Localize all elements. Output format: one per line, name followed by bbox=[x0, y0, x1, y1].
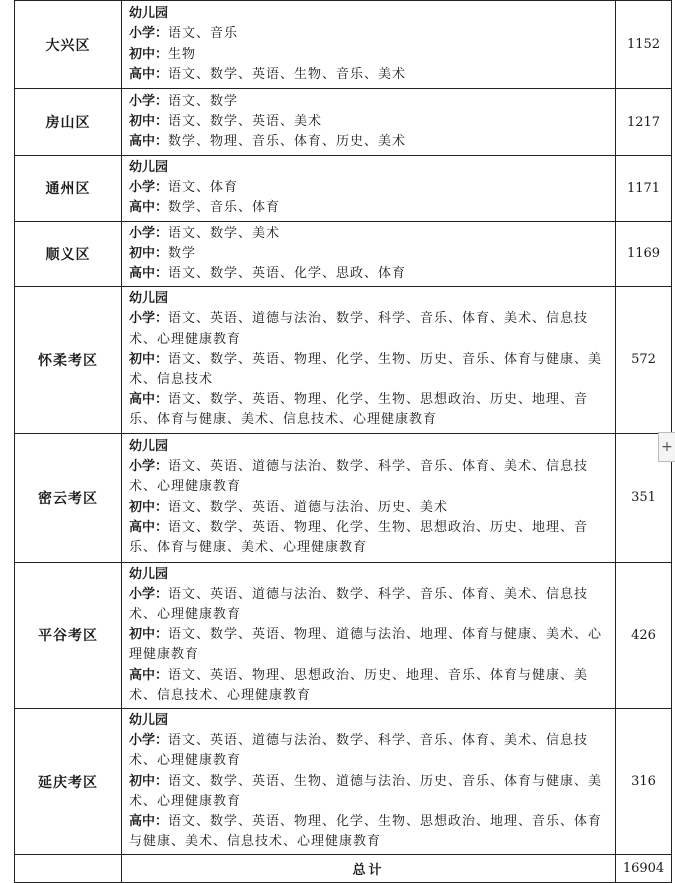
subject-list bbox=[122, 433, 616, 562]
school-level-line bbox=[129, 178, 611, 198]
school-level-label: 小学： bbox=[129, 93, 169, 109]
subject-text: 语文、英语、道德与法治、数学、科学、音乐、体育、美术、信息技术、心理健康教育 bbox=[129, 733, 589, 769]
school-level-line bbox=[129, 498, 611, 518]
school-level-line bbox=[129, 4, 611, 24]
school-level-label: 小学： bbox=[129, 311, 169, 327]
subject-text: 语文、数学、英语、物理、化学、生物、思想政治、地理、音乐、体育与健康、美术、信息技术、心理健康教育 bbox=[129, 814, 603, 850]
school-level-line bbox=[129, 350, 611, 390]
district-name: 密云考区 bbox=[15, 433, 122, 562]
school-level-label: 高中： bbox=[129, 392, 169, 408]
subject-text: 生物 bbox=[168, 46, 197, 62]
district-row bbox=[15, 709, 672, 855]
subject-text: 数学 bbox=[168, 245, 197, 261]
school-level-label: 幼儿园 bbox=[129, 439, 169, 455]
district-row bbox=[15, 287, 672, 433]
school-level-line bbox=[129, 65, 611, 85]
school-level-line bbox=[129, 224, 611, 244]
school-level-label: 高中： bbox=[129, 667, 169, 683]
district-row bbox=[15, 89, 672, 156]
position-count: 572 bbox=[616, 287, 672, 433]
subject-text: 语文、数学、英语、物理、化学、生物、思想政治、历史、地理、音乐、体育与健康、美术、信息技术、心理健康教育 bbox=[129, 392, 589, 428]
school-level-line bbox=[129, 772, 611, 812]
school-level-line bbox=[129, 585, 611, 625]
school-level-label: 小学： bbox=[129, 225, 169, 241]
district-row bbox=[15, 1, 672, 89]
school-level-label: 幼儿园 bbox=[129, 6, 169, 22]
school-level-line bbox=[129, 92, 611, 112]
school-level-line bbox=[129, 289, 611, 309]
school-level-label: 初中： bbox=[129, 499, 169, 515]
subject-text: 语文、数学、英语、道德与法治、历史、美术 bbox=[168, 499, 449, 515]
position-count: 1152 bbox=[616, 1, 672, 89]
expand-plus-button[interactable]: + bbox=[658, 432, 675, 462]
subject-text: 语文、数学 bbox=[168, 93, 239, 109]
school-level-line bbox=[129, 24, 611, 44]
school-level-line bbox=[129, 812, 611, 852]
subject-text: 语文、数学、英语、生物、音乐、美术 bbox=[168, 66, 407, 82]
position-count: 351 bbox=[616, 433, 672, 562]
district-name: 平谷考区 bbox=[15, 562, 122, 708]
subject-text: 语文、英语、道德与法治、数学、科学、音乐、体育、美术、信息技术、心理健康教育 bbox=[129, 459, 589, 495]
subject-text: 语文、数学、美术 bbox=[168, 225, 281, 241]
total-spacer bbox=[15, 855, 122, 883]
school-level-line bbox=[129, 666, 611, 706]
subject-text: 语文、数学、英语、化学、思政、体育 bbox=[168, 266, 407, 282]
district-row bbox=[15, 221, 672, 287]
district-row bbox=[15, 156, 672, 222]
subject-text: 语文、英语、道德与法治、数学、科学、音乐、体育、美术、信息技术、心理健康教育 bbox=[129, 586, 589, 623]
school-level-label: 幼儿园 bbox=[129, 291, 169, 307]
school-level-label: 高中： bbox=[129, 519, 169, 535]
total-value: 16904 bbox=[616, 855, 672, 883]
subject-list bbox=[122, 1, 616, 89]
school-level-label: 高中： bbox=[129, 814, 169, 830]
subject-list bbox=[122, 562, 616, 708]
subject-text: 语文、英语、道德与法治、数学、科学、音乐、体育、美术、信息技术、心理健康教育 bbox=[129, 311, 589, 347]
table-body bbox=[15, 1, 672, 855]
school-level-line bbox=[129, 457, 611, 497]
school-level-line bbox=[129, 112, 611, 132]
position-count: 1169 bbox=[616, 221, 672, 287]
school-level-line bbox=[129, 132, 611, 152]
school-level-line bbox=[129, 390, 611, 430]
district-row bbox=[15, 562, 672, 708]
school-level-line bbox=[129, 309, 611, 349]
subject-list bbox=[122, 221, 616, 287]
position-count: 316 bbox=[616, 709, 672, 855]
subject-text: 语文、体育 bbox=[168, 180, 239, 196]
school-level-line bbox=[129, 565, 611, 585]
school-level-line bbox=[129, 244, 611, 264]
subject-list bbox=[122, 89, 616, 156]
school-level-line bbox=[129, 437, 611, 457]
school-level-line bbox=[129, 731, 611, 771]
subject-list bbox=[122, 287, 616, 433]
position-count: 1217 bbox=[616, 89, 672, 156]
total-label: 总计 bbox=[122, 855, 616, 883]
school-level-label: 小学： bbox=[129, 26, 169, 42]
subject-text: 语文、英语、物理、思想政治、历史、地理、音乐、体育与健康、美术、信息技术、心理健康教育 bbox=[129, 667, 589, 703]
school-level-label: 小学： bbox=[129, 733, 169, 749]
subject-list bbox=[122, 709, 616, 855]
subject-text: 语文、数学、英语、物理、化学、生物、历史、音乐、体育与健康、美术、信息技术 bbox=[129, 351, 603, 388]
subject-text: 数学、音乐、体育 bbox=[168, 200, 281, 216]
school-level-label: 高中： bbox=[129, 200, 169, 216]
position-count: 426 bbox=[616, 562, 672, 708]
school-level-label: 小学： bbox=[129, 180, 169, 196]
school-level-label: 幼儿园 bbox=[129, 160, 169, 175]
subject-text: 数学、物理、音乐、体育、历史、美术 bbox=[168, 134, 407, 150]
school-level-line bbox=[129, 158, 611, 178]
school-level-label: 初中： bbox=[129, 113, 169, 129]
district-name: 房山区 bbox=[15, 89, 122, 156]
school-level-line bbox=[129, 711, 611, 731]
school-level-label: 初中： bbox=[129, 351, 169, 367]
recruitment-table bbox=[14, 0, 672, 883]
subject-text: 语文、数学、英语、生物、道德与法治、历史、音乐、体育与健康、美术、心理健康教育 bbox=[129, 773, 603, 809]
district-name: 大兴区 bbox=[15, 1, 122, 89]
district-name: 怀柔考区 bbox=[15, 287, 122, 433]
subject-text: 语文、数学、英语、物理、道德与法治、地理、体育与健康、美术、心理健康教育 bbox=[129, 627, 603, 663]
subject-text: 语文、数学、英语、美术 bbox=[168, 113, 323, 129]
school-level-label: 高中： bbox=[129, 266, 169, 282]
school-level-label: 高中： bbox=[129, 66, 169, 82]
school-level-line bbox=[129, 198, 611, 218]
school-level-label: 幼儿园 bbox=[129, 566, 169, 582]
school-level-label: 初中： bbox=[129, 627, 169, 643]
school-level-line bbox=[129, 264, 611, 284]
position-count: 1171 bbox=[616, 156, 672, 222]
school-level-label: 小学： bbox=[129, 586, 169, 602]
subject-text: 语文、数学、英语、物理、化学、生物、思想政治、历史、地理、音乐、体育与健康、美术、心理健康教育 bbox=[129, 519, 589, 556]
subject-list bbox=[122, 156, 616, 222]
school-level-label: 幼儿园 bbox=[129, 713, 169, 729]
school-level-label: 初中： bbox=[129, 773, 169, 789]
district-name: 通州区 bbox=[15, 156, 122, 222]
school-level-label: 初中： bbox=[129, 46, 169, 62]
school-level-label: 高中： bbox=[129, 134, 169, 150]
district-name: 延庆考区 bbox=[15, 709, 122, 855]
total-row bbox=[15, 855, 672, 883]
school-level-label: 小学： bbox=[129, 459, 169, 475]
school-level-line bbox=[129, 625, 611, 665]
district-row bbox=[15, 433, 672, 562]
district-name: 顺义区 bbox=[15, 221, 122, 287]
school-level-label: 初中： bbox=[129, 245, 169, 261]
subject-text: 语文、音乐 bbox=[168, 26, 239, 42]
school-level-line bbox=[129, 518, 611, 558]
school-level-line bbox=[129, 45, 611, 65]
